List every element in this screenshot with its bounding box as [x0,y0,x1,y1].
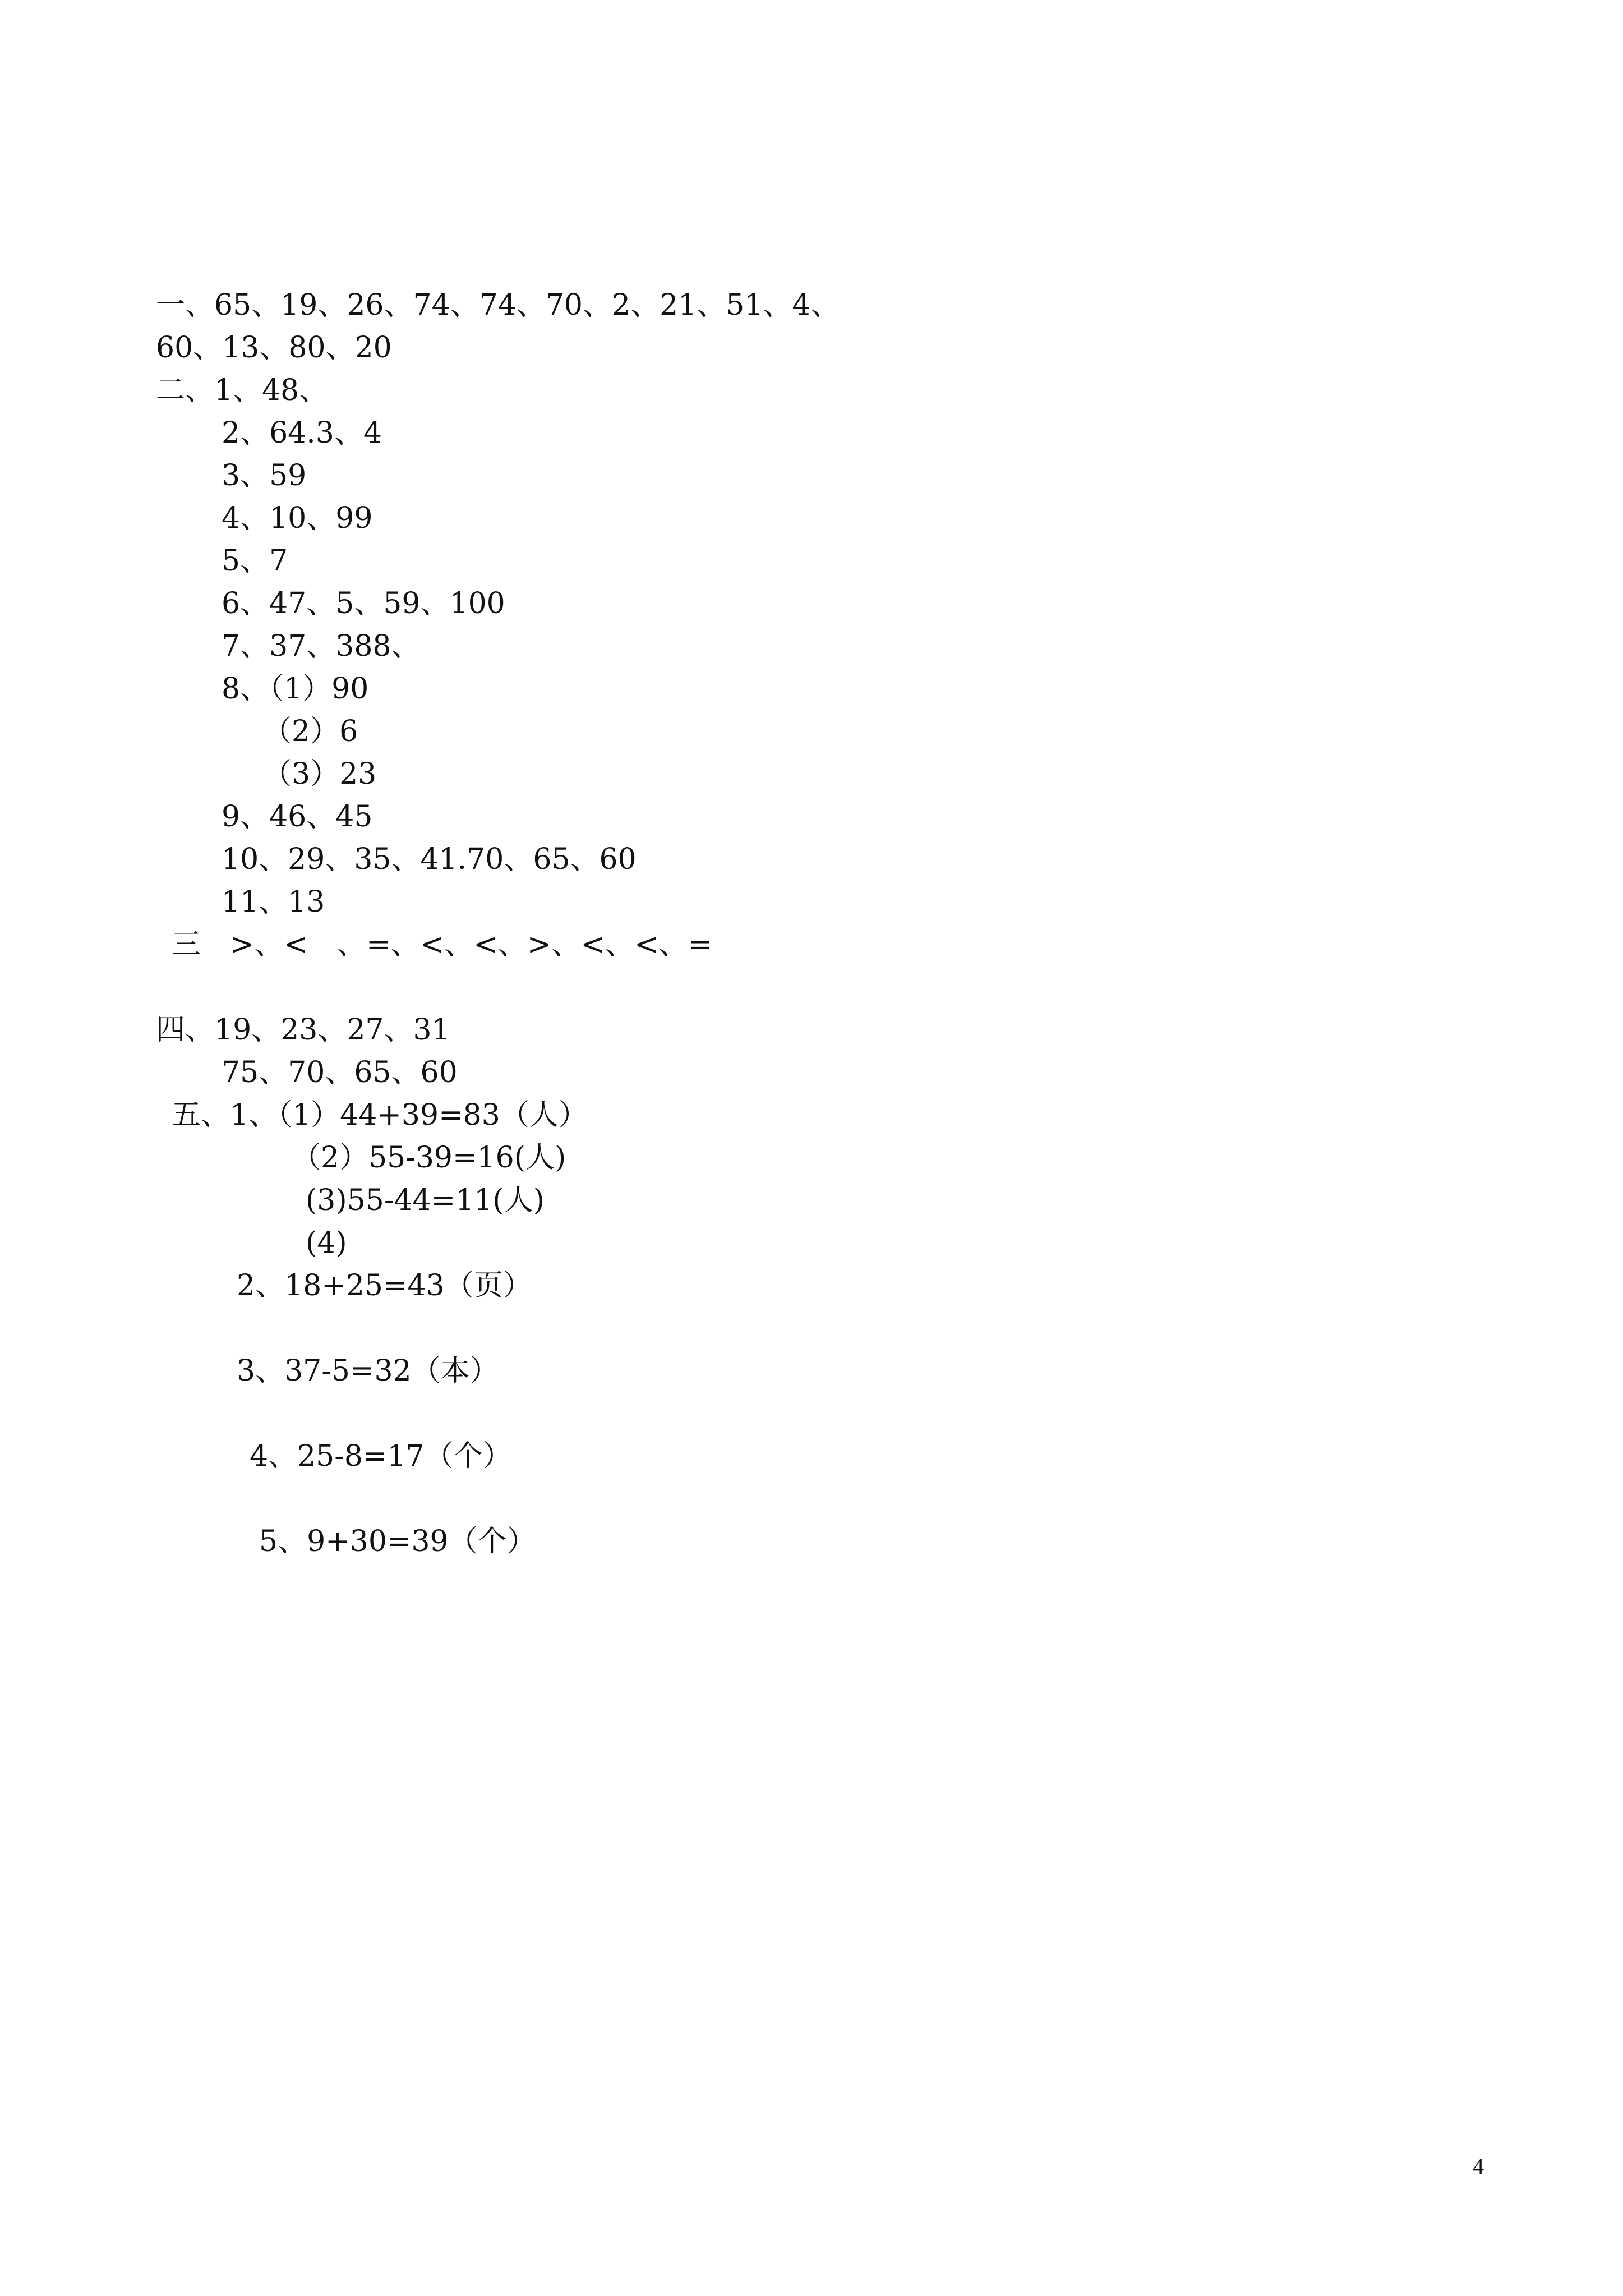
answer-line-3: 二、1、48、 [156,374,329,407]
answer-line-9: 7、37、388、 [222,629,421,663]
answer-line-1: 一、65、19、26、74、74、70、2、21、51、4、 [156,288,840,322]
page-number: 4 [1473,2154,1484,2179]
answer-line-12: （3）23 [262,757,377,791]
answer-line-20: （2）55-39=16(人) [292,1141,566,1175]
answer-line-11: （2）6 [262,715,358,748]
answer-line-4: 2、64.3、4 [222,416,382,450]
answer-line-5: 3、59 [222,459,307,493]
answer-line-7: 5、7 [222,544,288,578]
answer-line-25: 4、25-8=17（个） [250,1439,512,1473]
answer-line-8: 6、47、5、59、100 [222,587,505,620]
answer-line-13: 9、46、45 [222,800,373,834]
answer-line-21: (3)55-44=11(人) [306,1184,545,1217]
answer-line-16: 三 >、< 、=、<、<、>、<、<、= [172,928,713,961]
answer-line-17: 四、19、23、27、31 [156,1013,450,1047]
answer-line-6: 4、10、99 [222,501,373,535]
answer-line-22: (4) [306,1226,347,1260]
answer-line-19: 五、1、（1）44+39=83（人） [172,1098,588,1132]
answer-line-24: 3、37-5=32（本） [237,1354,499,1388]
answer-line-14: 10、29、35、41.70、65、60 [222,843,637,876]
answer-line-15: 11、13 [222,885,325,919]
answer-line-23: 2、18+25=43（页） [237,1269,532,1303]
answer-line-18: 75、70、65、60 [222,1056,458,1089]
answer-line-2: 60、13、80、20 [156,331,392,365]
answer-line-10: 8、（1）90 [222,672,369,706]
answer-line-26: 5、9+30=39（个） [259,1525,536,1558]
